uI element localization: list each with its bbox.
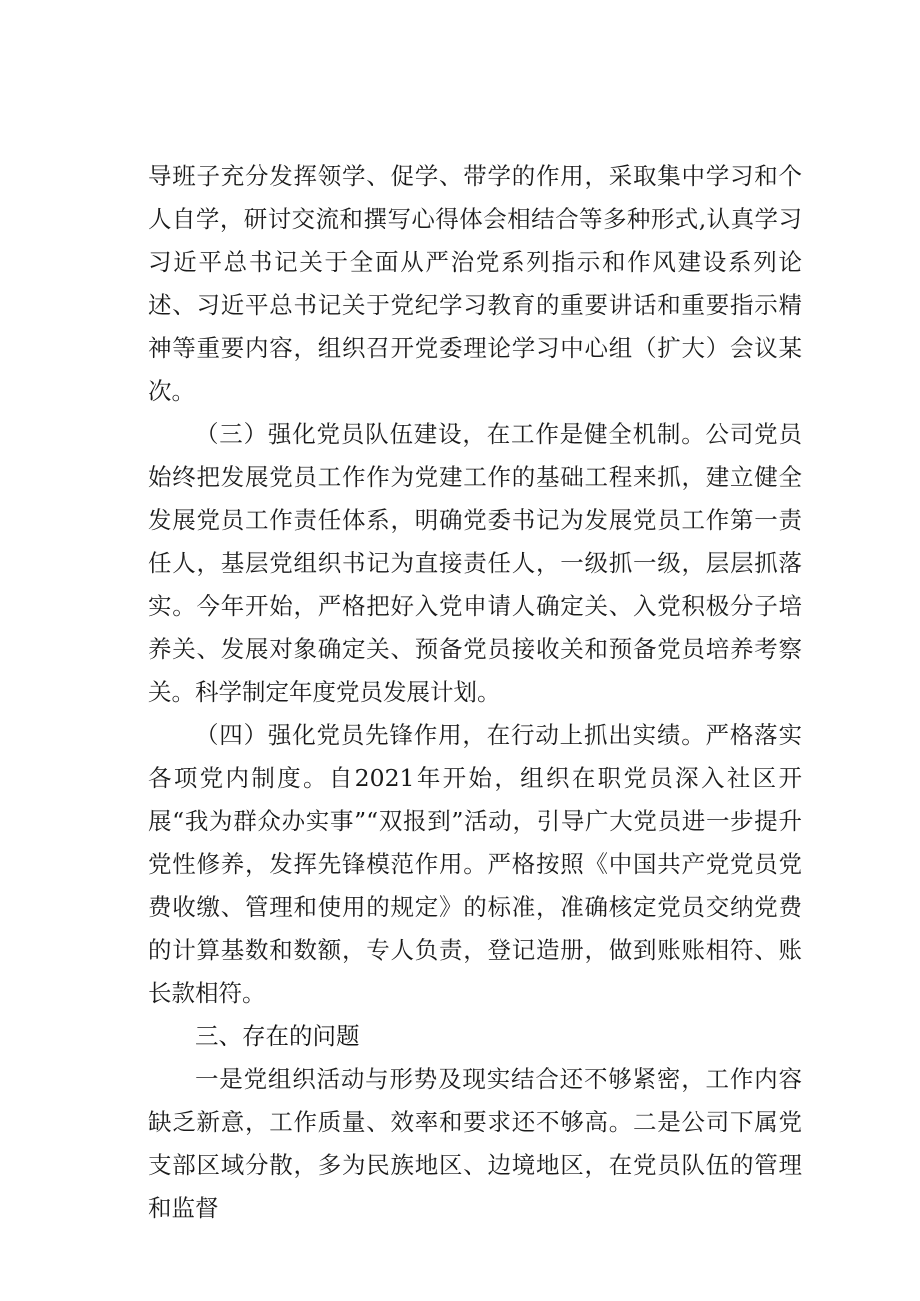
- paragraph-vanguard-role: （四）强化党员先锋作用，在行动上抓出实绩。严格落实各项党内制度。自2021年开始，组织在职党员深入社区开展“我为群众办实事”“双报到”活动，引导广大党员进一步提升党性修养，发挥先锋模范作用。严格按照《中国共产党党员党费收缴、管理和使用的规定》的标准，准确核定党员交纳党费的计算基数和数额，专人负责，登记造册，做到账账相符、账长款相符。: [148, 721, 802, 1007]
- paragraph-team-building: （三）强化党员队伍建设，在工作是健全机制。公司党员始终把发展党员工作作为党建工作的基础工程来抓，建立健全发展党员工作责任体系，明确党委书记为发展党员工作第一责任人，基层党组织书记为直接责任人，一级抓一级，层层抓落实。今年开始，严格把好入党申请人确定关、入党积极分子培养关、发展对象确定关、预备党员接收关和预备党员培养考察关。科学制定年度党员发展计划。: [148, 420, 802, 706]
- section-heading-problems: 三、存在的问题: [195, 1022, 360, 1050]
- paragraph-study-continuation: 导班子充分发挥领学、促学、带学的作用，采取集中学习和个人自学，研讨交流和撰写心得体会相结合等多种形式,认真学习习近平总书记关于全面从严治党系列指示和作风建设系列论述、习近平总书记关于党纪学习教育的重要讲话和重要指示精神等重要内容，组织召开党委理论学习中心组（扩大）会议某次。: [148, 162, 802, 405]
- paragraph-problems: 一是党组织活动与形势及现实结合还不够紧密，工作内容缺乏新意，工作质量、效率和要求还不够高。二是公司下属党支部区域分散，多为民族地区、边境地区，在党员队伍的管理和监督: [148, 1065, 802, 1222]
- document-body: [148, 155, 802, 1230]
